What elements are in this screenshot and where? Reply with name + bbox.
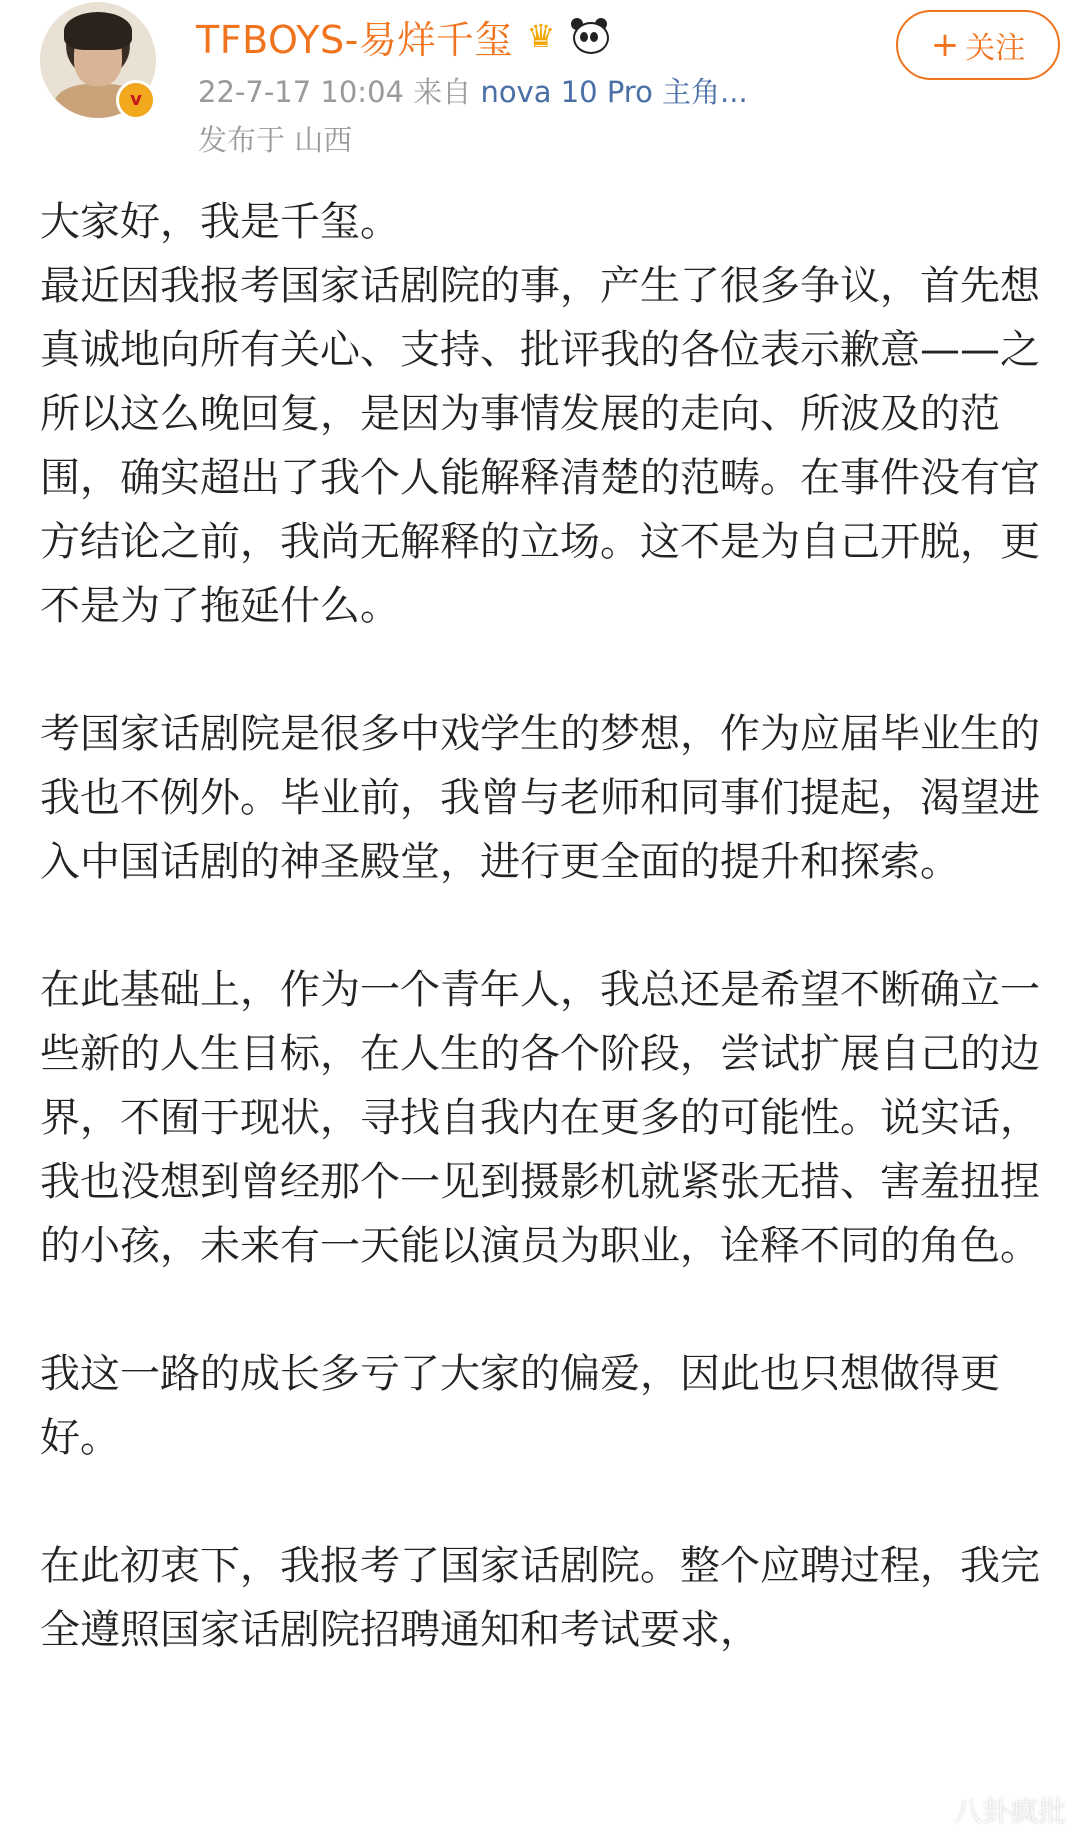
verified-badge-icon: v [116, 80, 156, 120]
post-paragraph-3: 在此基础上，作为一个青年人，我总还是希望不断确立一些新的人生目标，在人生的各个阶段，尝试扩展自己的边界，不囿于现状，寻找自我内在更多的可能性。说实话，我也没想到曾经那个一见到摄影机就紧张无措、害羞扭捏的小孩，未来有一天能以演员为职业，诠释不同的角色。 [40, 967, 1040, 1269]
post-paragraph-2: 考国家话剧院是很多中戏学生的梦想，作为应届毕业生的我也不例外。毕业前，我曾与老师和同事们提起，渴望进入中国话剧的神圣殿堂，进行更全面的提升和探索。 [40, 711, 1040, 885]
post-content [40, 190, 1050, 1726]
follow-button[interactable] [896, 10, 1060, 80]
avatar-hair [64, 12, 132, 50]
post-meta [198, 70, 748, 111]
post-paragraph-4: 我这一路的成长多亏了大家的偏爱，因此也只想做得更好。 [40, 1351, 1000, 1461]
plus-icon: + [930, 25, 960, 65]
username[interactable]: TFBOYS-易烊千玺 [196, 17, 513, 62]
post-paragraph-5: 在此初衷下，我报考了国家话剧院。整个应聘过程，我完全遵照国家话剧院招聘通知和考试要求， [40, 1543, 1040, 1653]
post-location: 发布于 山西 [198, 123, 353, 157]
post-greeting: 大家好，我是千玺。 [40, 199, 400, 245]
watermark: 八卦疯批 [953, 1795, 1066, 1828]
post-header [0, 0, 1080, 170]
crown-icon: ♛ [526, 17, 556, 55]
from-label: 来自 [413, 75, 472, 109]
panda-eye-right [590, 32, 598, 42]
follow-label: 关注 [965, 31, 1026, 66]
panda-eye-left [580, 32, 588, 42]
username-row [196, 10, 609, 62]
panda-icon [569, 16, 609, 56]
device-link[interactable]: nova 10 Pro 主角... [480, 75, 748, 109]
post-timestamp: 22-7-17 10:04 [198, 75, 404, 109]
post-paragraph-1: 最近因我报考国家话剧院的事，产生了很多争议，首先想真诚地向所有关心、支持、批评我的各位表示歉意——之所以这么晚回复，是因为事情发展的走向、所波及的范围，确实超出了我个人能解释清楚的范畴。在事件没有官方结论之前，我尚无解释的立场。这不是为自己开脱，更不是为了拖延什么。 [40, 263, 1040, 629]
